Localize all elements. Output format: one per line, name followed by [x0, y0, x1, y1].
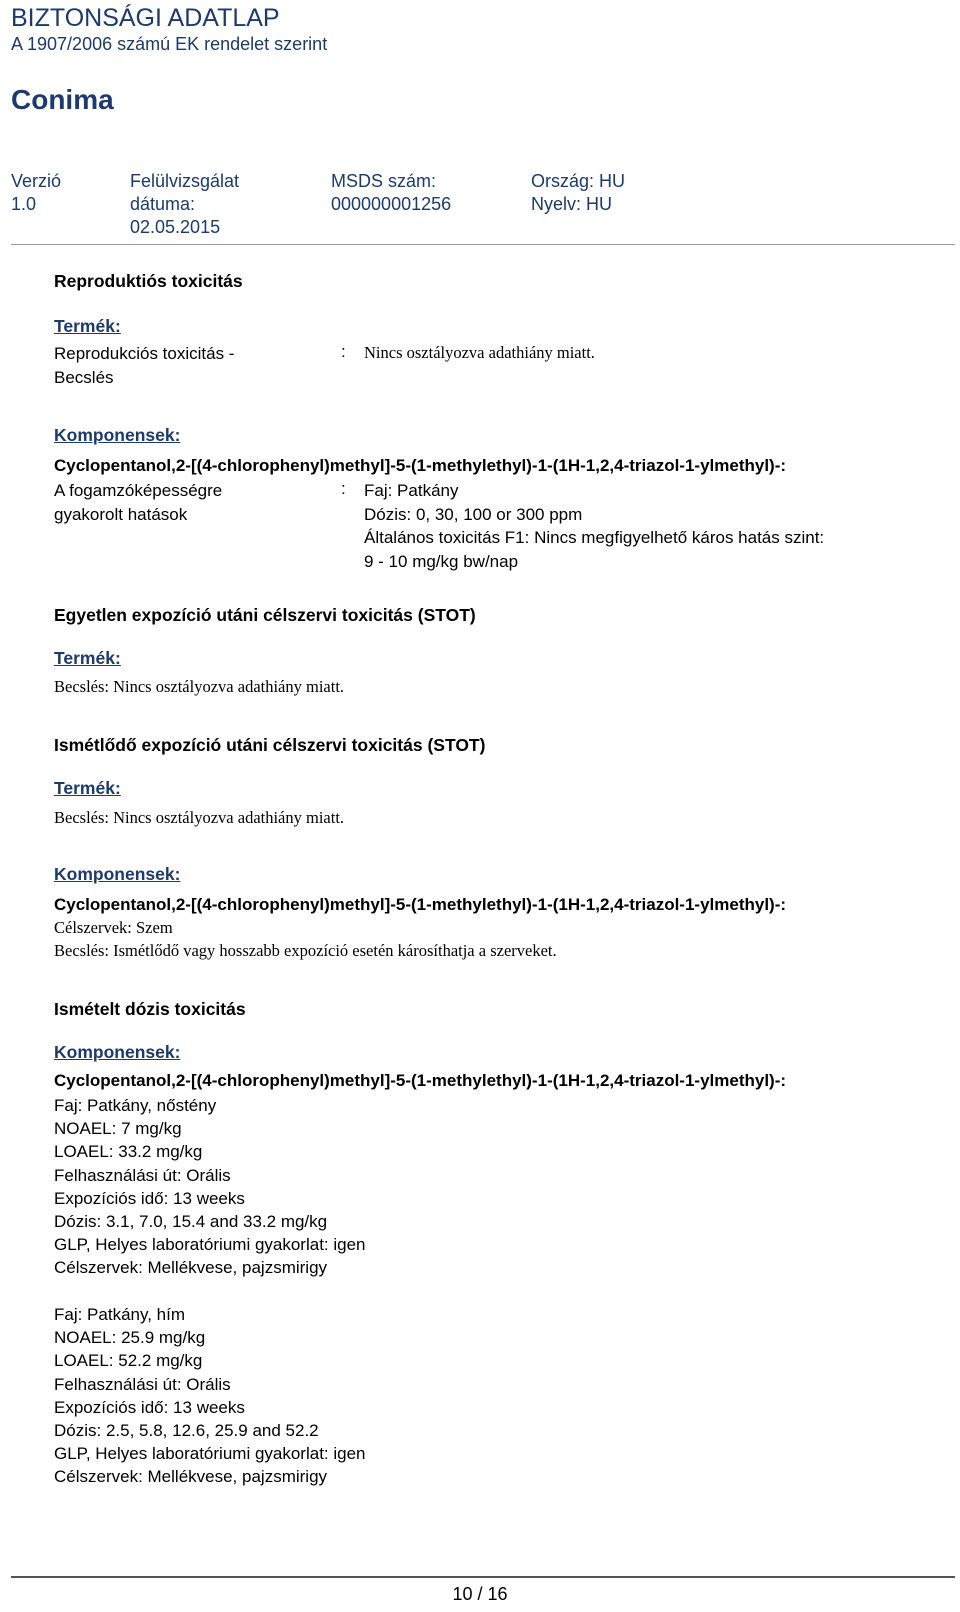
study-line: Célszervek: Mellékvese, pajzsmirigy [54, 1467, 328, 1487]
msds-block [331, 170, 451, 216]
fertility-label-1: A fogamzóképességre [54, 481, 223, 500]
country: Ország: HU [531, 171, 626, 191]
stot-repeat-component-name: Cyclopentanol,2-[(4-chlorophenyl)methyl]-5-(1-methylethyl)-1-(1H-1,2,4-triazol-1-ylmethyl)-: [54, 895, 787, 914]
study-line: GLP, Helyes laboratóriumi gyakorlat: igen [54, 1235, 366, 1255]
fertility-details [364, 479, 824, 573]
study-line: Faj: Patkány, nőstény [54, 1096, 217, 1115]
header-divider [11, 244, 955, 245]
study-line: Dózis: 2.5, 5.8, 12.6, 25.9 and 52.2 [54, 1421, 319, 1441]
study-line: NOAEL: 25.9 mg/kg [54, 1328, 206, 1348]
stot-repeat-text: Becslés: Nincs osztályozva adathiány miatt. [54, 808, 345, 827]
stot-repeat-components-label: Komponensek: [54, 864, 181, 884]
stot-repeat-product-label: Termék: [54, 778, 121, 798]
study-line: GLP, Helyes laboratóriumi gyakorlat: igen [54, 1444, 366, 1464]
repeat-dose-components-label: Komponensek: [54, 1042, 181, 1062]
fertility-line: 9 - 10 mg/kg bw/nap [364, 551, 519, 571]
repro-component-name: Cyclopentanol,2-[(4-chlorophenyl)methyl]-5-(1-methylethyl)-1-(1H-1,2,4-triazol-1-ylmethyl)-: [54, 456, 787, 475]
fertility-colon: : [341, 479, 346, 498]
version-block [11, 170, 61, 216]
study-line: Faj: Patkány, hím [54, 1305, 186, 1324]
stot-repeat-estimate: Becslés: Ismétlődő vagy hosszabb expozíció esetén károsíthatja a szerveket. [54, 941, 557, 960]
fertility-line: Dózis: 0, 30, 100 or 300 ppm [364, 504, 583, 524]
version-value: 1.0 [11, 194, 37, 214]
stot-single-text: Becslés: Nincs osztályozva adathiány miatt. [54, 677, 345, 696]
repro-row-value: Nincs osztályozva adathiány miatt. [364, 343, 595, 362]
document-title: BIZTONSÁGI ADATLAP [11, 4, 280, 32]
repeat-dose-heading: Ismételt dózis toxicitás [54, 999, 246, 1019]
study-line: Expozíciós idő: 13 weeks [54, 1188, 245, 1208]
version-label: Verzió [11, 171, 62, 191]
stot-repeat-target: Célszervek: Szem [54, 918, 173, 937]
msds-value: 000000001256 [331, 194, 452, 214]
page-number: 10 / 16 [452, 1584, 508, 1604]
repro-colon: : [341, 342, 346, 361]
study-line: LOAEL: 52.2 mg/kg [54, 1351, 203, 1371]
study-line: Felhasználási út: Orális [54, 1165, 231, 1185]
revision-block [130, 170, 239, 239]
study-line: Célszervek: Mellékvese, pajzsmirigy [54, 1258, 328, 1278]
study-line: Dózis: 3.1, 7.0, 15.4 and 33.2 mg/kg [54, 1212, 328, 1232]
regulation-subtitle: A 1907/2006 számú EK rendelet szerint [11, 34, 328, 54]
locale-block [531, 170, 625, 216]
revision-value: 02.05.2015 [130, 217, 221, 237]
repro-heading: Reproduktiós toxicitás [54, 271, 243, 291]
repro-row-label [54, 342, 234, 389]
female-study [54, 1094, 366, 1280]
stot-single-heading: Egyetlen expozíció utáni célszervi toxicitás (STOT) [54, 605, 476, 625]
language: Nyelv: HU [531, 194, 613, 214]
repeat-dose-component-name: Cyclopentanol,2-[(4-chlorophenyl)methyl]-5-(1-methylethyl)-1-(1H-1,2,4-triazol-1-ylmethyl)-: [54, 1071, 787, 1090]
revision-label-2: dátuma: [130, 194, 196, 214]
repro-components-label: Komponensek: [54, 425, 181, 445]
study-line: NOAEL: 7 mg/kg [54, 1119, 182, 1139]
fertility-label-2: gyakorolt hatások [54, 504, 188, 524]
product-name: Conima [11, 84, 114, 115]
stot-single-product-label: Termék: [54, 648, 121, 668]
study-line: Felhasználási út: Orális [54, 1374, 231, 1394]
repro-product-label: Termék: [54, 316, 121, 336]
footer-divider [11, 1576, 955, 1578]
fertility-label [54, 479, 222, 526]
revision-label-1: Felülvizsgálat [130, 171, 240, 191]
male-study [54, 1303, 366, 1489]
fertility-line: Általános toxicitás F1: Nincs megfigyelhető káros hatás szint: [364, 528, 825, 547]
stot-repeat-heading: Ismétlődő expozíció utáni célszervi toxicitás (STOT) [54, 735, 486, 755]
repro-row-label-1: Reprodukciós toxicitás - [54, 344, 235, 363]
study-line: Expozíciós idő: 13 weeks [54, 1397, 245, 1417]
repro-row-label-2: Becslés [54, 367, 114, 387]
study-line: LOAEL: 33.2 mg/kg [54, 1142, 203, 1162]
msds-label: MSDS szám: [331, 171, 437, 191]
fertility-line: Faj: Patkány [364, 481, 459, 500]
